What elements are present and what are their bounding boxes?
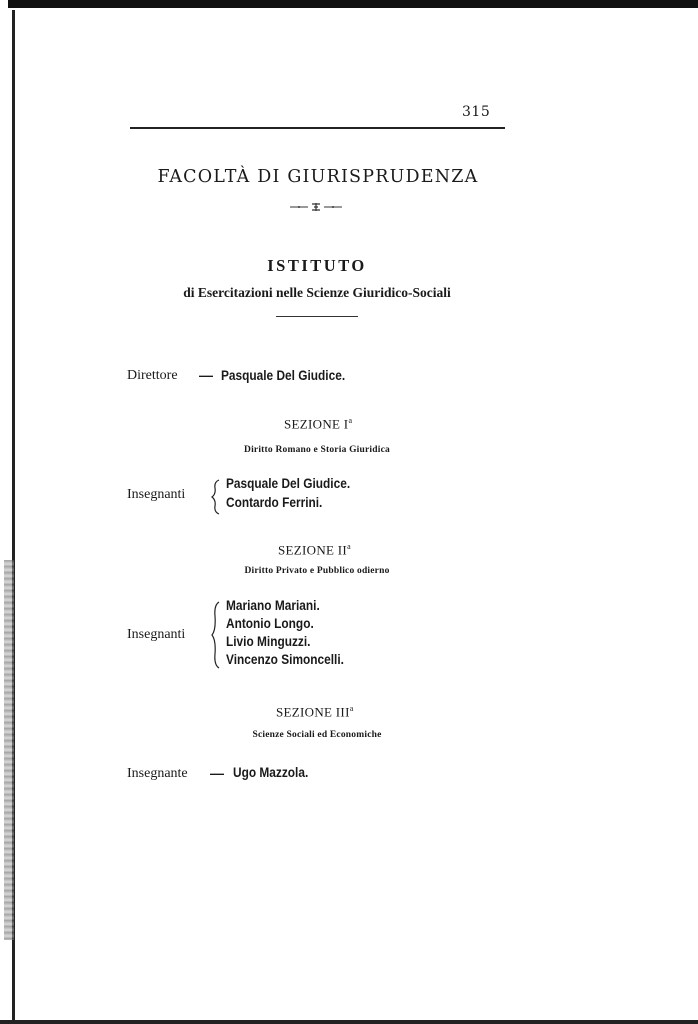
section-2-subject: Diritto Privato e Pubblico odierno (244, 566, 390, 576)
scan-top-edge (0, 0, 698, 8)
director-dash: — (199, 367, 213, 383)
header-rule (130, 127, 505, 129)
section-2-teacher: Mariano Mariani. (226, 598, 320, 613)
section-2-heading: SEZIONE $II^a$ (278, 542, 351, 558)
section-3-role-label: Insegnante (127, 766, 188, 781)
section-2-role-label: Insegnanti (127, 627, 186, 642)
director-label: Direttore (127, 368, 178, 383)
faculty-heading: FACOLTÀ DI GIURISPRUDENZA (157, 167, 479, 187)
section-2-teacher: Antonio Longo. (226, 616, 314, 631)
binding-shadow (4, 560, 14, 940)
section-1-subject: Diritto Romano e Storia Giuridica (244, 445, 390, 455)
section-2-teacher: Livio Minguzzi. (226, 634, 311, 649)
section-3-teacher: Ugo Mazzola. (233, 765, 309, 780)
institute-subtitle: di Esercitazioni nelle Scienze Giuridico-Sociali (183, 285, 451, 300)
section-3-subject: Scienze Sociali ed Economiche (252, 730, 382, 740)
subtitle-rule (276, 316, 358, 317)
section-2-teacher: Vincenzo Simoncelli. (226, 652, 344, 667)
section-1-teacher: Contardo Ferrini. (226, 495, 323, 510)
section-1-heading: SEZIONE $I^a$ (284, 416, 353, 432)
director-name: Pasquale Del Giudice. (221, 368, 346, 383)
scan-bottom-edge (0, 1020, 698, 1024)
section-1-role-label: Insegnanti (127, 487, 186, 502)
section-3-dash: — (210, 765, 224, 781)
section-1-brace-icon (210, 478, 222, 516)
ornament-divider-icon (288, 201, 344, 213)
page-number: 315 (462, 104, 491, 120)
section-1-teacher: Pasquale Del Giudice. (226, 476, 351, 491)
section-2-brace-icon (210, 600, 222, 670)
section-3-heading: SEZIONE III$^a$ (276, 704, 354, 720)
institute-title: ISTITUTO (267, 256, 367, 275)
